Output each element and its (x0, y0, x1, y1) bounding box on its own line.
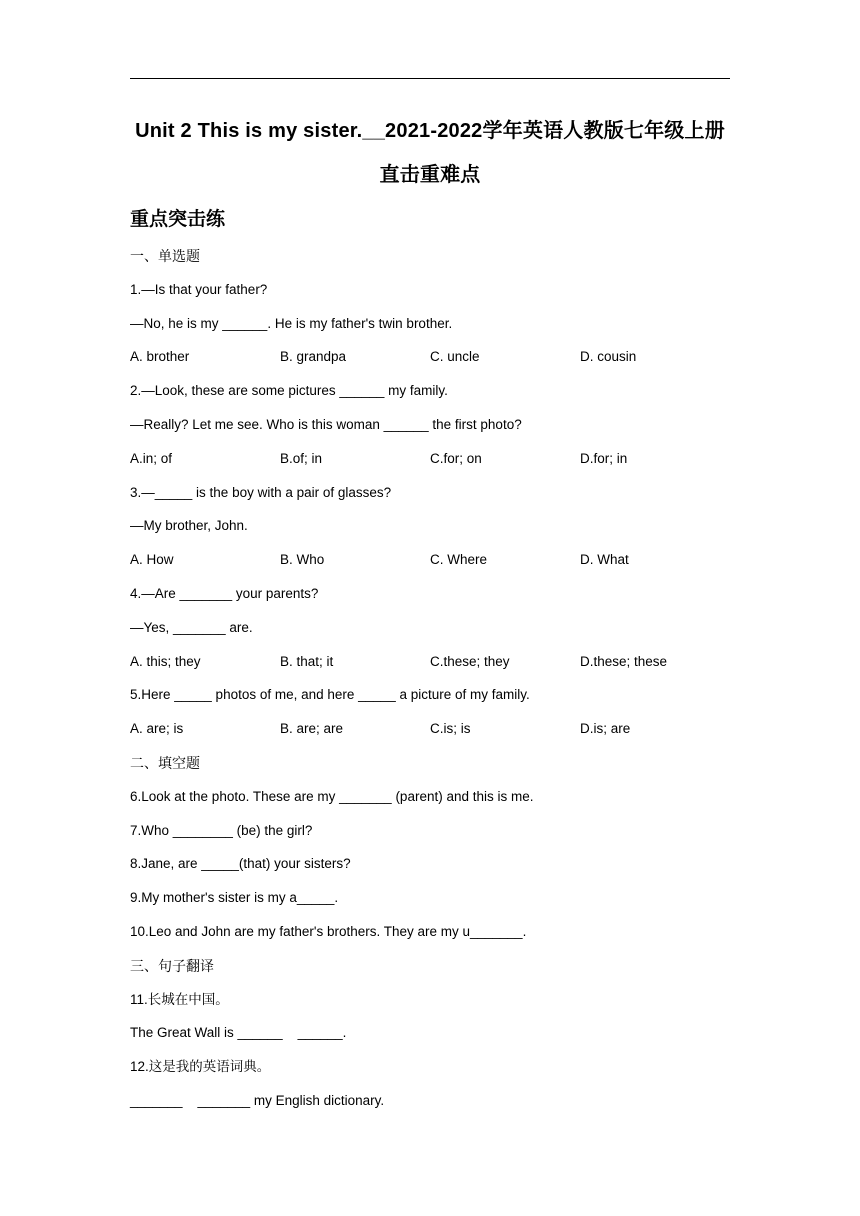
question-12-chinese: 12.这是我的英语词典。 (130, 1059, 271, 1075)
question-1-options (130, 345, 730, 379)
option-b: B. grandpa (280, 349, 347, 365)
question-2-reply: —Really? Let me see. Who is this woman ______ the first photo? (130, 416, 522, 432)
option-b: B.of; in (280, 450, 323, 466)
section-heading: 重点突击练 (130, 209, 226, 230)
question-12-english: _______ _______ my English dictionary. (130, 1092, 385, 1108)
header-rule (130, 78, 730, 79)
question-5-prompt: 5.Here _____ photos of me, and here _____ a picture of my family. (130, 687, 530, 703)
option-d: D. cousin (580, 349, 637, 365)
part-title-translation: 三、句子翻译 (130, 957, 214, 974)
option-c: C.is; is (430, 721, 471, 737)
question-11-english: The Great Wall is ______ ______. (130, 1025, 347, 1041)
question-4-reply: —Yes, _______ are. (130, 619, 253, 635)
document-title: Unit 2 This is my sister.__2021-2022学年英语人教版七年级上册 (135, 120, 725, 142)
question-11-chinese: 11.长城在中国。 (130, 991, 229, 1007)
question-2-options (130, 447, 730, 481)
option-c: C. Where (430, 552, 488, 568)
option-a: A. are; is (130, 721, 184, 737)
question-3-reply: —My brother, John. (130, 518, 248, 534)
question-6: 6.Look at the photo. These are my _______ (parent) and this is me. (130, 788, 534, 804)
question-10: 10.Leo and John are my father's brothers. They are my u_______. (130, 923, 527, 939)
option-b: B. Who (280, 552, 325, 568)
option-a: A.in; of (130, 450, 173, 466)
question-3-options (130, 548, 730, 582)
option-d: D.for; in (580, 450, 628, 466)
option-d: D.these; these (580, 653, 668, 669)
question-list (130, 244, 730, 1123)
option-c: C. uncle (430, 349, 480, 365)
option-d: D. What (580, 552, 629, 568)
question-1-reply: —No, he is my ______. He is my father's twin brother. (130, 315, 453, 331)
part-title-single-choice: 一、单选题 (130, 248, 200, 264)
question-4-prompt: 4.—Are _______ your parents? (130, 585, 319, 601)
option-b: B. that; it (280, 653, 334, 669)
option-b: B. are; are (280, 721, 344, 737)
question-3-prompt: 3.—_____ is the boy with a pair of glasses? (130, 484, 392, 500)
option-a: A. How (130, 552, 174, 568)
option-d: D.is; are (580, 721, 631, 737)
question-2-prompt: 2.—Look, these are some pictures ______ my family. (130, 383, 448, 399)
question-5-options (130, 717, 730, 751)
option-a: A. this; they (130, 653, 201, 669)
option-c: C.for; on (430, 450, 482, 466)
question-7: 7.Who ________ (be) the girl? (130, 822, 313, 838)
option-c: C.these; they (430, 653, 510, 669)
question-8: 8.Jane, are _____(that) your sisters? (130, 856, 351, 872)
question-4-options (130, 650, 730, 684)
document-subtitle: 直击重难点 (379, 164, 481, 186)
part-title-fill-in: 二、填空题 (130, 754, 200, 771)
option-a: A. brother (130, 349, 190, 365)
question-1-prompt: 1.—Is that your father? (130, 281, 268, 297)
question-9: 9.My mother's sister is my a_____. (130, 890, 339, 906)
